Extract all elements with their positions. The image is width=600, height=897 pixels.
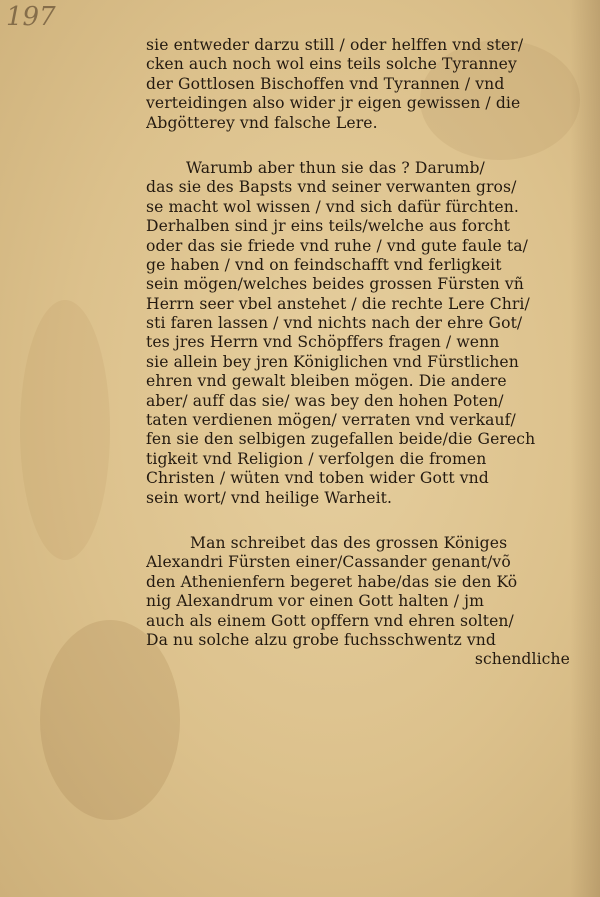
- text-line: sein mögen/welches beides grossen Fürsten vñ: [146, 275, 524, 294]
- text-line: tes jres Herrn vnd Schöpffers fragen / wenn: [146, 333, 500, 352]
- text-line: ehren vnd gewalt bleiben mögen. Die andere: [146, 372, 507, 391]
- text-line: Derhalben sind jr eins teils/welche aus forcht: [146, 217, 510, 236]
- text-line: den Athenienfern begeret habe/das sie den Kö: [146, 572, 518, 591]
- catchword: schendliche: [474, 650, 570, 669]
- text-line: cken auch noch wol eins teils solche Tyranney: [146, 55, 517, 74]
- text-line: Da nu solche alzu grobe fuchsschwentz vnd: [146, 630, 496, 649]
- text-line: verteidingen also wider jr eigen gewissen / die: [146, 94, 521, 113]
- paragraph-3: [146, 534, 578, 650]
- text-line: oder das sie friede vnd ruhe / vnd gute faule ta/: [146, 236, 529, 255]
- text-line: nig Alexandrum vor einen Gott halten / jm: [146, 592, 484, 611]
- text-line: fen sie den selbigen zugefallen beide/die Gerech: [146, 430, 536, 449]
- paragraph-1: [146, 36, 578, 133]
- folio-number: 197: [6, 2, 56, 32]
- text-line: sti faren lassen / vnd nichts nach der ehre Got/: [146, 314, 523, 333]
- text-line: das sie des Bapsts vnd seiner verwanten gros/: [146, 178, 517, 197]
- paragraph-2: [146, 159, 578, 508]
- text-line: se macht wol wissen / vnd sich dafür fürchten.: [146, 197, 519, 216]
- text-line: ge haben / vnd on feindschafft vnd ferligkeit: [146, 255, 502, 274]
- text-line: sein wort/ vnd heilige Warheit.: [146, 488, 393, 507]
- text-line: tigkeit vnd Religion / verfolgen die fromen: [146, 449, 487, 468]
- text-line: Warumb aber thun sie das ? Darumb/: [186, 158, 485, 177]
- text-line: der Gottlosen Bischoffen vnd Tyrannen / vnd: [146, 74, 505, 93]
- text-line: sie allein bey jren Königlichen vnd Fürstlichen: [146, 352, 519, 371]
- text-line: Christen / wüten vnd toben wider Gott vnd: [146, 469, 489, 488]
- text-line: aber/ auff das sie/ was bey den hohen Poten/: [146, 391, 504, 410]
- text-line: sie entweder darzu still / oder helffen vnd ster/: [146, 36, 524, 54]
- text-line: Alexandri Fürsten einer/Cassander genant/võ: [146, 553, 511, 572]
- paper-stain: [20, 300, 110, 560]
- text-line: Man schreibet das des grossen Königes: [190, 533, 508, 552]
- text-line: Herrn seer vbel anstehet / die rechte Lere Chri/: [146, 294, 530, 313]
- text-line: auch als einem Gott opffern vnd ehren solten/: [146, 611, 514, 630]
- text-line: taten verdienen mögen/ verraten vnd verkauf/: [146, 411, 516, 430]
- text-block: [146, 36, 578, 670]
- text-line: Abgötterey vnd falsche Lere.: [146, 113, 378, 132]
